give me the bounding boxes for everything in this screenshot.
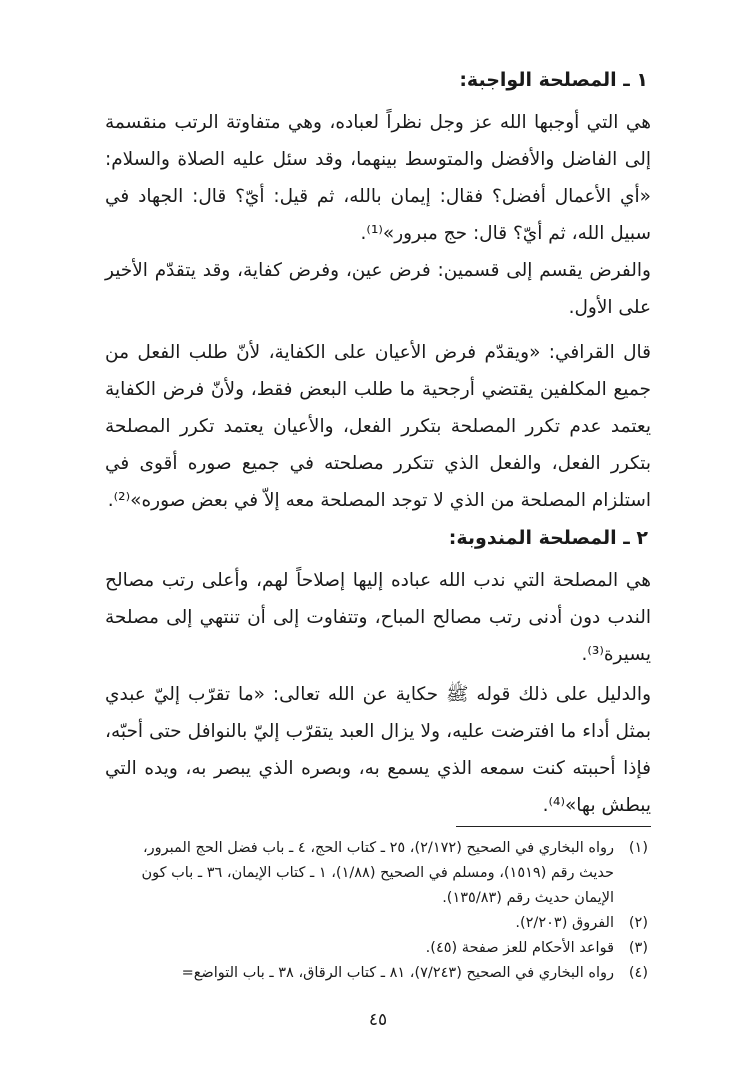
paragraph-recommended-definition: هي المصلحة التي ندب الله عباده إليها إصلاحاً لهم، وأعلى رتب مصالح الندب دون أدنى رتب مصالح المباح، وتتفاوت إلى أن تنتهي إلى مصلحة يسيرة⁽³⁾.: [105, 570, 651, 665]
paragraph-obligatory-definition: هي التي أوجبها الله عز وجل نظراً لعباده، وهي متفاوتة الرتب منقسمة إلى الفاضل والأفضل والمتوسط بينهما، وقد سئل عليه الصلاة والسلام: «أي الأعمال أفضل؟ فقال: إيمان بالله، ثم قيل: أيّ؟ قال: الجهاد في سبيل الله، ثم أيّ؟ قال: حج مبرور»⁽¹⁾.: [105, 112, 651, 244]
footnote-number: (٣): [628, 940, 648, 956]
footnote-2: [105, 911, 648, 936]
footnote-separator: [456, 826, 651, 827]
footnote-4: [105, 961, 648, 986]
footnote-3: [105, 936, 648, 961]
footnotes: [105, 836, 648, 986]
paragraph-hadith-evidence: والدليل على ذلك قوله ﷺ حكاية عن الله تعالى: «ما تقرّب إليّ عبدي بمثل أداء ما افترضت عليه، ولا يزال العبد يتقرّب إليّ بالنوافل حتى أحبّه، فإذا أحببته كنت سمعه الذي يسمع به، وبصره الذي يبصر به، ويده التي يبطش بها»⁽⁴⁾.: [105, 684, 651, 816]
page-number: ٤٥: [368, 1010, 388, 1030]
footnote-number: (١): [628, 840, 648, 856]
footnote-number: (٤): [628, 965, 648, 981]
paragraph-fard-types: والفرض يقسم إلى قسمين: فرض عين، وفرض كفاية، وقد يتقدّم الأخير على الأول.: [105, 260, 651, 318]
footnote-number: (٢): [628, 915, 648, 931]
section-heading-obligatory: ١ ـ المصلحة الواجبة:: [459, 69, 648, 91]
footnote-text: رواه البخاري في الصحيح (٧/٢٤٣)، ٨١ ـ كتاب الرقاق، ٣٨ ـ باب التواضع=: [181, 965, 614, 981]
paragraph-qarafi-quote: قال القرافي: «ويقدّم فرض الأعيان على الكفاية، لأنّ طلب الفعل من جميع المكلفين يقتضي أرجحية ما طلب البعض فقط، ولأنّ فرض الكفاية يعتمد عدم تكرر المصلحة بتكرر الفعل، والأعيان يعتمد تكرر المصلحة بتكرر الفعل، والفعل الذي تتكرر مصلحته في جميع صوره أقوى في استلزام المصلحة من الذي لا توجد المصلحة معه إلاّ في بعض صوره»⁽²⁾.: [105, 342, 651, 511]
footnote-text: رواه البخاري في الصحيح (٢/١٧٢)، ٢٥ ـ كتاب الحج، ٤ ـ باب فضل الحج المبرور، حديث رقم (١٥١٩)، ومسلم في الصحيح (١/٨٨)، ١ ـ كتاب الإيمان، ٣٦ ـ باب كون الإيمان حديث رقم (١٣٥/٨٣).: [141, 840, 614, 906]
footnote-1: [105, 836, 648, 911]
footnote-text: قواعد الأحكام للعز صفحة (٤٥).: [425, 940, 614, 956]
footnote-text: الفروق (٢/٢٠٣).: [515, 915, 614, 931]
section-heading-recommended: ٢ ـ المصلحة المندوبة:: [448, 527, 648, 549]
